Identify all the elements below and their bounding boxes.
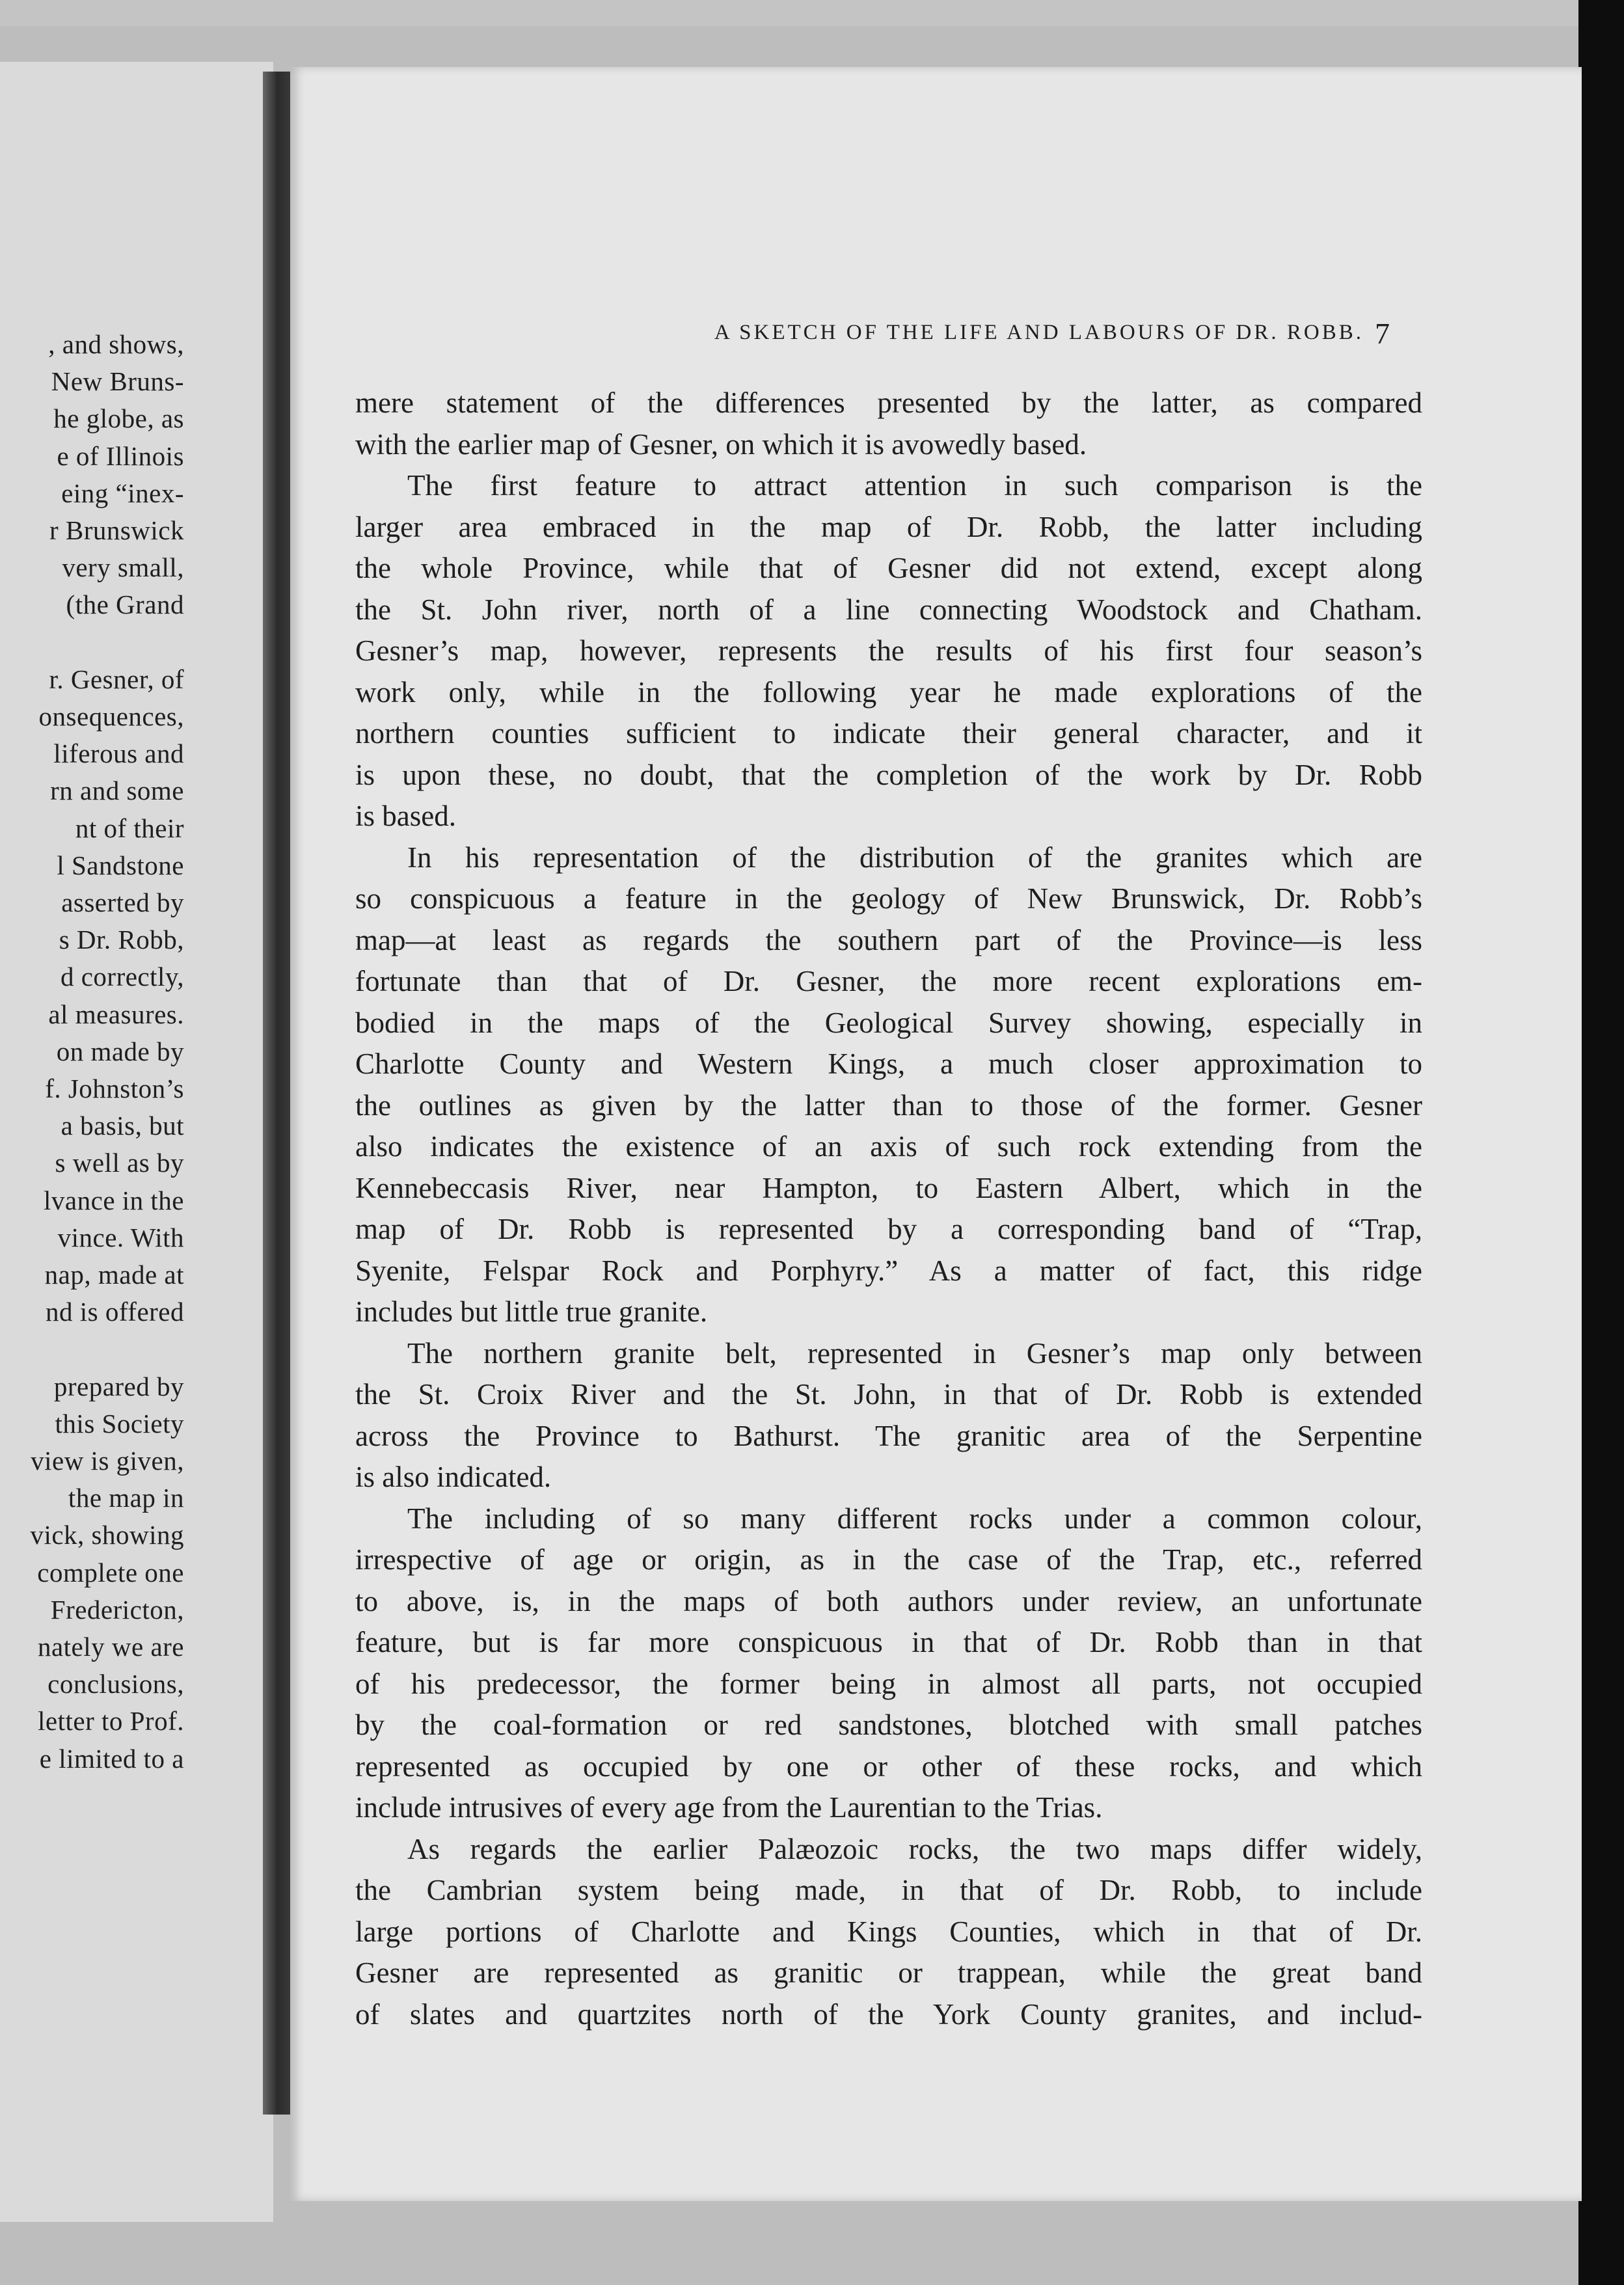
body-text xyxy=(355,383,1422,2035)
text-line: also indicates the existence of an axis of such rock extending from the xyxy=(355,1130,1422,1163)
facing-page-line: this Society xyxy=(55,1408,184,1439)
text-line: the whole Province, while that of Gesner did not extend, except along xyxy=(355,552,1422,584)
text-line: to above, is, in the maps of both authors under review, an unfortunate xyxy=(355,1584,1422,1617)
text-line: map—at least as regards the southern part of the Province—is less xyxy=(355,923,1422,956)
text-line: includes but little true granite. xyxy=(355,1295,708,1328)
facing-page-fragment xyxy=(0,62,273,2222)
text-line: Gesner are represented as granitic or trappean, while the great band xyxy=(355,1956,1422,1989)
text-line: bodied in the maps of the Geological Survey showing, especially in xyxy=(355,1006,1422,1039)
facing-page-line: (the Grand xyxy=(66,589,184,620)
text-line: fortunate than that of Dr. Gesner, the more recent explorations em- xyxy=(355,965,1422,997)
facing-page-line: onsequences, xyxy=(38,701,184,731)
text-line: is based. xyxy=(355,800,456,832)
facing-page-line: r. Gesner, of xyxy=(49,664,184,694)
text-line: irrespective of age or origin, as in the case of the Trap, etc., referred xyxy=(355,1543,1422,1576)
text-line: represented as occupied by one or other of these rocks, and which xyxy=(355,1750,1422,1783)
text-line: so conspicuous a feature in the geology of New Brunswick, Dr. Robb’s xyxy=(355,882,1422,915)
text-line: In his representation of the distribution of the granites which are xyxy=(407,841,1422,874)
facing-page-line: r Brunswick xyxy=(49,515,184,545)
text-line: As regards the earlier Palæozoic rocks, the two maps differ widely, xyxy=(407,1832,1422,1865)
text-line: larger area embraced in the map of Dr. Robb, the latter including xyxy=(355,510,1422,543)
text-line: the outlines as given by the latter than to those of the former. Gesner xyxy=(355,1088,1422,1122)
facing-page-line: very small, xyxy=(62,552,184,583)
text-line: by the coal-formation or red sandstones, blotched with small patches xyxy=(355,1709,1422,1741)
text-line: of slates and quartzites north of the York County granites, and includ- xyxy=(355,1997,1422,2031)
text-line: with the earlier map of Gesner, on which it is avowedly based. xyxy=(355,427,1087,461)
facing-page-line: view is given, xyxy=(31,1446,184,1476)
facing-page-line: f. Johnston’s xyxy=(45,1074,184,1103)
facing-page-line: , and shows, xyxy=(48,329,184,359)
facing-page-line: complete one xyxy=(37,1557,184,1588)
book-gutter xyxy=(263,72,291,2115)
facing-page-line: conclusions, xyxy=(47,1669,184,1699)
text-line: work only, while in the following year he made explorations of the xyxy=(355,675,1422,709)
facing-page-line: liferous and xyxy=(53,738,184,769)
facing-page-line: lvance in the xyxy=(44,1185,184,1215)
facing-page-line: on made by xyxy=(56,1036,184,1066)
facing-page-line: s well as by xyxy=(55,1148,184,1178)
text-line: Charlotte County and Western Kings, a much closer approximation to xyxy=(355,1048,1422,1080)
text-line: Syenite, Felspar Rock and Porphyry.” As a matter of fact, this ridge xyxy=(355,1254,1422,1287)
text-line: The first feature to attract attention in such comparison is the xyxy=(407,469,1422,502)
scan-top-edge xyxy=(0,0,1624,26)
facing-page-line: prepared by xyxy=(53,1371,184,1401)
facing-page-line: letter to Prof. xyxy=(38,1706,184,1737)
text-line: of his predecessor, the former being in almost all parts, not occupied xyxy=(355,1667,1422,1700)
facing-page-line: he globe, as xyxy=(53,403,184,434)
facing-page-line: asserted by xyxy=(61,887,184,917)
facing-page-line: the map in xyxy=(68,1483,184,1513)
text-line: feature, but is far more conspicuous in that of Dr. Robb than in that xyxy=(355,1626,1422,1658)
page-number: 7 xyxy=(1375,317,1390,350)
facing-page-line: nately we are xyxy=(37,1632,184,1662)
facing-page-line: New Bruns- xyxy=(51,366,184,397)
facing-page-line: nt of their xyxy=(75,813,184,843)
facing-page-line: vick, showing xyxy=(30,1520,184,1550)
running-head: A SKETCH OF THE LIFE AND LABOURS OF DR. ROBB. xyxy=(714,321,1364,344)
facing-page-line: e limited to a xyxy=(39,1743,184,1774)
facing-page-line: al measures. xyxy=(48,999,184,1029)
facing-page-line: l Sandstone xyxy=(57,850,184,880)
text-line: The northern granite belt, represented in Gesner’s map only between xyxy=(407,1336,1422,1370)
text-line: map of Dr. Robb is represented by a corresponding band of “Trap, xyxy=(355,1213,1422,1245)
facing-page-line: d correctly, xyxy=(60,962,184,992)
text-line: the Cambrian system being made, in that of Dr. Robb, to include xyxy=(355,1874,1422,1906)
text-line: the St. Croix River and the St. John, in that of Dr. Robb is extended xyxy=(355,1378,1422,1411)
text-line: Kennebeccasis River, near Hampton, to Eastern Albert, which in the xyxy=(355,1171,1422,1204)
text-line: Gesner’s map, however, represents the results of his first four season’s xyxy=(355,634,1422,667)
text-line: is upon these, no doubt, that the completion of the work by Dr. Robb xyxy=(355,758,1422,791)
text-line: is also indicated. xyxy=(355,1461,552,1493)
facing-page-line: vince. With xyxy=(57,1222,184,1252)
facing-page-line: rn and some xyxy=(50,776,184,806)
facing-page-line: e of Illinois xyxy=(57,440,184,471)
facing-page-line: Fredericton, xyxy=(50,1594,184,1625)
text-line: include intrusives of every age from the Laurentian to the Trias. xyxy=(355,1791,1103,1824)
scan-right-edge xyxy=(1578,0,1624,2285)
text-line: northern counties sufficient to indicate their general character, and it xyxy=(355,717,1422,750)
facing-page-line: eing “inex- xyxy=(61,478,184,508)
facing-page-line: nap, made at xyxy=(44,1260,184,1290)
text-line: mere statement of the differences presented by the latter, as compared xyxy=(355,386,1422,419)
text-line: the St. John river, north of a line connecting Woodstock and Chatham. xyxy=(355,593,1422,626)
text-line: across the Province to Bathurst. The granitic area of the Serpentine xyxy=(355,1419,1422,1452)
facing-page-line: s Dr. Robb, xyxy=(59,925,184,955)
facing-page-line: nd is offered xyxy=(46,1297,184,1327)
text-line: The including of so many different rocks under a common colour, xyxy=(407,1502,1422,1535)
text-line: large portions of Charlotte and Kings Counties, which in that of Dr. xyxy=(355,1915,1422,1948)
book-page xyxy=(290,67,1582,2201)
facing-page-line: a basis, but xyxy=(61,1111,184,1141)
